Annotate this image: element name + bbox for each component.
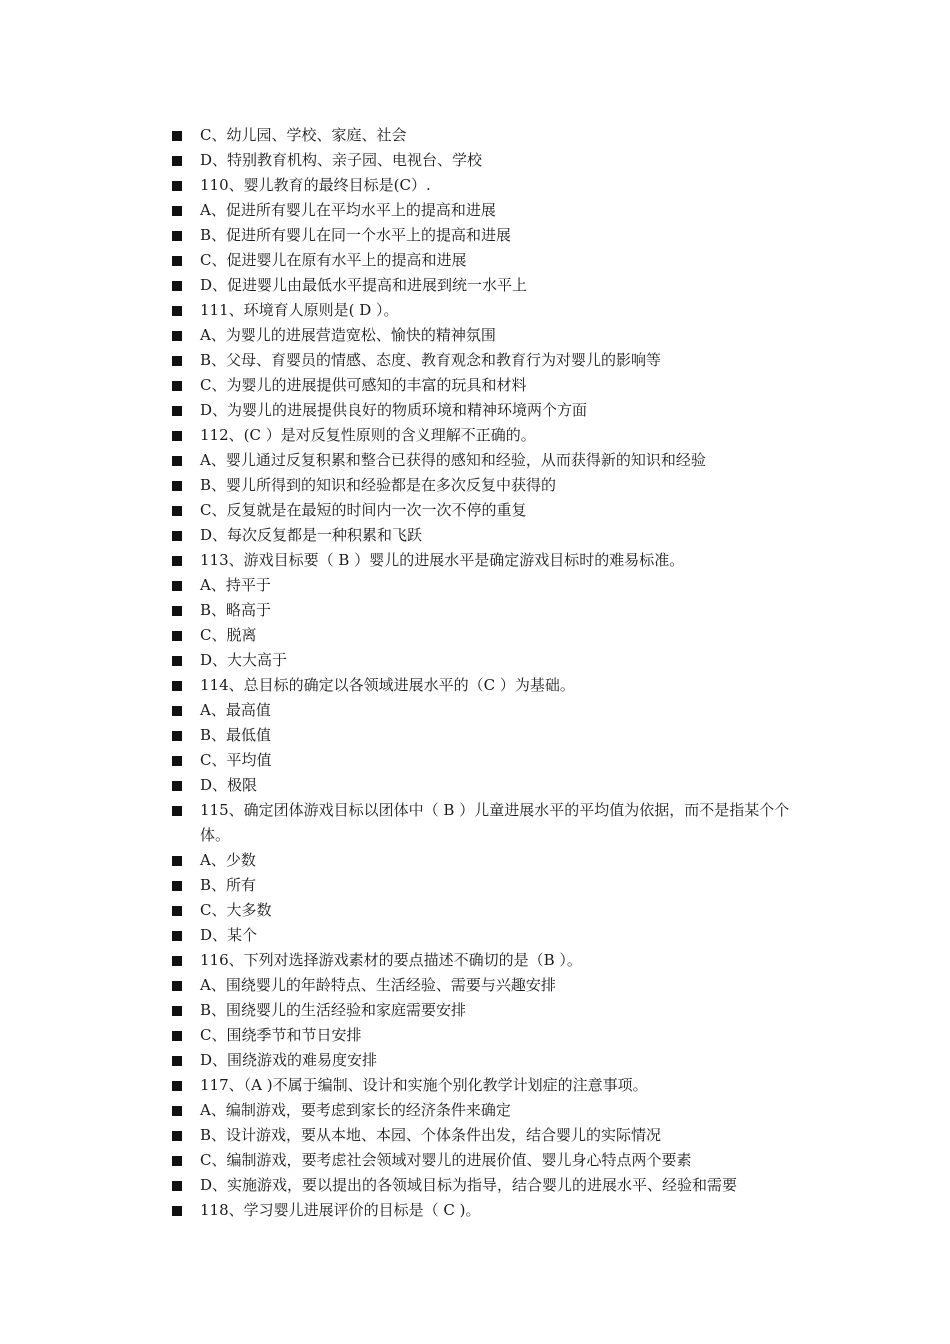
square-bullet-icon: [172, 531, 182, 541]
list-item: [172, 548, 812, 573]
list-item-text: A、围绕婴儿的年龄特点、生活经验、需要与兴趣安排: [200, 976, 556, 994]
list-item: [172, 248, 812, 273]
list-item: [172, 973, 812, 998]
square-bullet-icon: [172, 706, 182, 716]
list-item-text: A、最高值: [200, 701, 271, 719]
list-item: [172, 498, 812, 523]
list-item-text: 110、婴儿教育的最终目标是(C）.: [200, 176, 431, 194]
list-item-text: B、最低值: [200, 726, 272, 744]
square-bullet-icon: [172, 956, 182, 966]
list-item-text: 116、下列对选择游戏素材的要点描述不确切的是（B ）。: [200, 951, 582, 969]
list-item-text: 113、游戏目标要（ B ）婴儿的进展水平是确定游戏目标时的难易标准。: [200, 551, 685, 569]
list-item: [172, 1173, 812, 1198]
list-item-text: 118、学习婴儿进展评价的目标是（ C )。: [200, 1201, 481, 1219]
list-item: [172, 173, 812, 198]
list-item: [172, 598, 812, 623]
list-item-text: D、大大高于: [200, 651, 288, 669]
list-item-text: D、促进婴儿由最低水平提高和进展到统一水平上: [200, 276, 528, 294]
list-item: [172, 723, 812, 748]
square-bullet-icon: [172, 306, 182, 316]
square-bullet-icon: [172, 1156, 182, 1166]
list-item-text: 114、总目标的确定以各领域进展水平的（C ）为基础。: [200, 676, 575, 694]
list-item: [172, 623, 812, 648]
list-item: [172, 1073, 812, 1098]
list-item: [172, 398, 812, 423]
list-item-text: A、编制游戏，要考虑到家长的经济条件来确定: [200, 1101, 511, 1119]
square-bullet-icon: [172, 906, 182, 916]
list-item-text: D、某个: [200, 926, 258, 944]
list-item: [172, 573, 812, 598]
list-item: [172, 373, 812, 398]
square-bullet-icon: [172, 1106, 182, 1116]
square-bullet-icon: [172, 181, 182, 191]
list-item-text: B、设计游戏，要从本地、本园、个体条件出发，结合婴儿的实际情况: [200, 1126, 662, 1144]
list-item-text: A、促进所有婴儿在平均水平上的提高和进展: [200, 201, 496, 219]
list-item-text: B、促进所有婴儿在同一个水平上的提高和进展: [200, 226, 512, 244]
square-bullet-icon: [172, 581, 182, 591]
list-item: [172, 298, 812, 323]
list-item: [172, 473, 812, 498]
square-bullet-icon: [172, 506, 182, 516]
list-item: [172, 798, 812, 848]
square-bullet-icon: [172, 656, 182, 666]
list-item: [172, 898, 812, 923]
list-item: [172, 873, 812, 898]
list-item: [172, 1148, 812, 1173]
square-bullet-icon: [172, 1181, 182, 1191]
list-item: [172, 998, 812, 1023]
list-item-text: D、为婴儿的进展提供良好的物质环境和精神环境两个方面: [200, 401, 588, 419]
list-item-text: C、围绕季节和节日安排: [200, 1026, 362, 1044]
square-bullet-icon: [172, 1031, 182, 1041]
list-item-text: D、实施游戏，要以提出的各领域目标为指导，结合婴儿的进展水平、经验和需要: [200, 1176, 738, 1194]
list-item: [172, 323, 812, 348]
list-item-text: 112、(C ）是对反复性原则的含义理解不正确的。: [200, 426, 536, 444]
list-item-text: B、略高于: [200, 601, 272, 619]
list-item: [172, 773, 812, 798]
list-item-text: D、每次反复都是一种积累和飞跃: [200, 526, 423, 544]
list-item: [172, 648, 812, 673]
list-item: [172, 848, 812, 873]
list-item-text: D、特别教育机构、亲子园、电视台、学校: [200, 151, 483, 169]
square-bullet-icon: [172, 1131, 182, 1141]
square-bullet-icon: [172, 681, 182, 691]
list-item: [172, 123, 812, 148]
list-item-text: 117、（A )不属于编制、设计和实施个别化教学计划症的注意事项。: [200, 1076, 648, 1094]
list-item: [172, 673, 812, 698]
square-bullet-icon: [172, 631, 182, 641]
list-item-text: C、编制游戏，要考虑社会领域对婴儿的进展价值、婴儿身心特点两个要素: [200, 1151, 692, 1169]
square-bullet-icon: [172, 356, 182, 366]
square-bullet-icon: [172, 781, 182, 791]
list-item: [172, 1198, 812, 1223]
square-bullet-icon: [172, 331, 182, 341]
square-bullet-icon: [172, 756, 182, 766]
list-item: [172, 223, 812, 248]
list-item: [172, 948, 812, 973]
list-item-text: C、为婴儿的进展提供可感知的丰富的玩具和材料: [200, 376, 527, 394]
list-item: [172, 923, 812, 948]
list-item-text: 115、确定团体游戏目标以团体中（ B ）儿童进展水平的平均值为依据，而不是指某个个体。: [200, 801, 790, 844]
question-list: [172, 123, 812, 1223]
square-bullet-icon: [172, 231, 182, 241]
square-bullet-icon: [172, 806, 182, 816]
list-item-text: C、大多数: [200, 901, 272, 919]
square-bullet-icon: [172, 431, 182, 441]
list-item-text: A、持平于: [200, 576, 271, 594]
square-bullet-icon: [172, 981, 182, 991]
list-item-text: B、婴儿所得到的知识和经验都是在多次反复中获得的: [200, 476, 557, 494]
square-bullet-icon: [172, 256, 182, 266]
list-item: [172, 198, 812, 223]
list-item: [172, 448, 812, 473]
list-item: [172, 698, 812, 723]
list-item-text: A、为婴儿的进展营造宽松、愉快的精神氛围: [200, 326, 496, 344]
square-bullet-icon: [172, 406, 182, 416]
list-item: [172, 1123, 812, 1148]
list-item-text: B、所有: [200, 876, 257, 894]
square-bullet-icon: [172, 206, 182, 216]
square-bullet-icon: [172, 1056, 182, 1066]
square-bullet-icon: [172, 1006, 182, 1016]
square-bullet-icon: [172, 556, 182, 566]
square-bullet-icon: [172, 856, 182, 866]
list-item: [172, 148, 812, 173]
list-item-text: D、围绕游戏的难易度安排: [200, 1051, 378, 1069]
square-bullet-icon: [172, 881, 182, 891]
list-item-text: A、婴儿通过反复积累和整合已获得的感知和经验，从而获得新的知识和经验: [200, 451, 706, 469]
square-bullet-icon: [172, 381, 182, 391]
square-bullet-icon: [172, 456, 182, 466]
list-item-text: C、反复就是在最短的时间内一次一次不停的重复: [200, 501, 527, 519]
list-item: [172, 423, 812, 448]
square-bullet-icon: [172, 156, 182, 166]
list-item: [172, 523, 812, 548]
list-item-text: C、幼儿园、学校、家庭、社会: [200, 126, 407, 144]
square-bullet-icon: [172, 931, 182, 941]
list-item: [172, 348, 812, 373]
square-bullet-icon: [172, 1081, 182, 1091]
list-item: [172, 1098, 812, 1123]
square-bullet-icon: [172, 481, 182, 491]
list-item: [172, 748, 812, 773]
list-item-text: C、脱离: [200, 626, 257, 644]
list-item-text: C、平均值: [200, 751, 272, 769]
list-item: [172, 273, 812, 298]
list-item-text: B、围绕婴儿的生活经验和家庭需要安排: [200, 1001, 467, 1019]
list-item: [172, 1023, 812, 1048]
square-bullet-icon: [172, 281, 182, 291]
square-bullet-icon: [172, 1206, 182, 1216]
square-bullet-icon: [172, 606, 182, 616]
list-item-text: C、促进婴儿在原有水平上的提高和进展: [200, 251, 467, 269]
list-item-text: B、父母、育婴员的情感、态度、教育观念和教育行为对婴儿的影响等: [200, 351, 662, 369]
square-bullet-icon: [172, 131, 182, 141]
list-item-text: D、极限: [200, 776, 258, 794]
list-item-text: A、少数: [200, 851, 256, 869]
list-item-text: 111、环境育人原则是( D ）。: [200, 301, 399, 319]
square-bullet-icon: [172, 731, 182, 741]
list-item: [172, 1048, 812, 1073]
